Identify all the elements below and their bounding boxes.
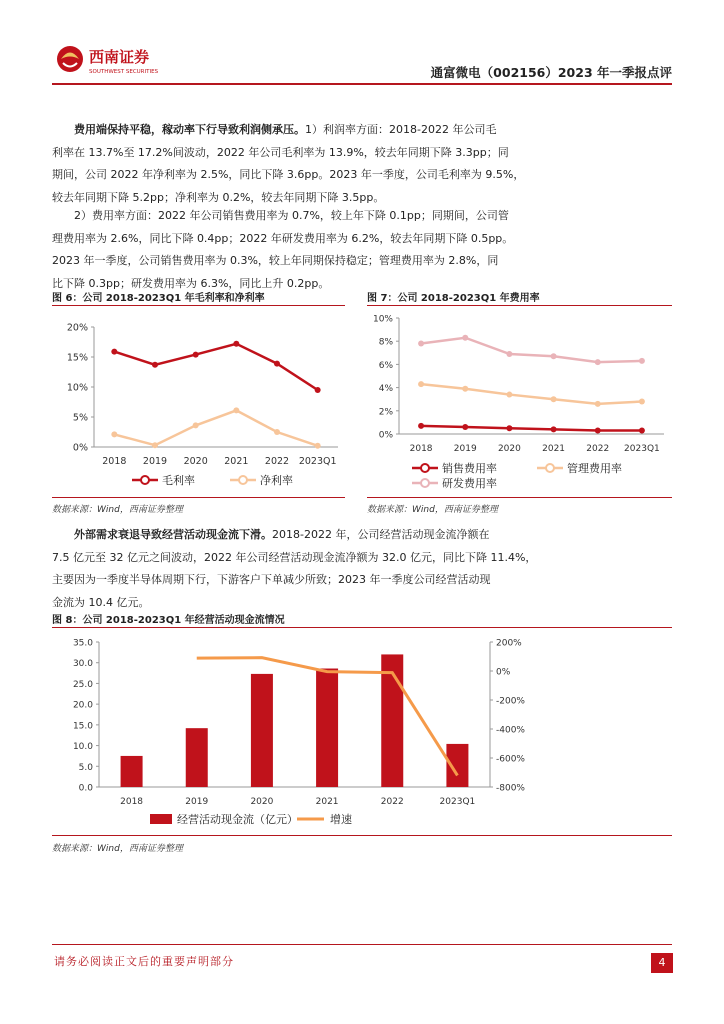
data-point [595, 359, 601, 365]
bar [186, 728, 208, 787]
legend-label: 销售费用率 [442, 462, 497, 475]
series-line-1 [421, 426, 642, 431]
fig6-title: 图 6：公司 2018-2023Q1 年毛利率和净利率 [52, 293, 265, 304]
y-tick-label: 4% [378, 384, 393, 395]
paragraph-profit: 费用端保持平稳，稼动率下行导致利润侧承压。1）利润率方面：2018-2022 年公司毛 利率在 13.7%至 17.2%间波动，2022 年公司毛利率为 13.9%，较去年同期下降 3.3pp；同 期间，公司 2022 年净利率为 2.5%，同比下降 3.6pp。2023 年一季度，公司毛利率为 9.5%， 较去年同期下降 5.2pp；净利率为 0.2%，较去年同期下降 3.5pp。 [52, 123, 525, 204]
x-tick-label: 2018 [120, 797, 144, 807]
fig6-source: 数据来源：Wind，西南证券整理 [52, 505, 183, 515]
left-tick-label: 5.0 [78, 762, 93, 773]
y-tick-label: 8% [378, 337, 393, 348]
fig8-divider [52, 627, 672, 628]
legend-label-line: 增速 [330, 813, 352, 826]
x-tick-label: 2021 [542, 444, 566, 454]
left-tick-label: 10.0 [72, 742, 93, 753]
left-tick-label: 20.0 [72, 700, 93, 711]
data-point [551, 353, 557, 359]
data-point [233, 341, 239, 347]
data-point [639, 399, 645, 405]
right-tick-label: 0% [496, 667, 511, 678]
data-point [551, 426, 557, 432]
y-tick-label: 10% [372, 314, 393, 325]
company-logo [55, 44, 195, 74]
x-tick-label: 2020 [183, 456, 208, 467]
legend-label: 研发费用率 [442, 477, 497, 490]
legend-marker [546, 464, 554, 472]
fig7-bottom-divider [367, 497, 672, 498]
y-tick-label: 10% [66, 382, 88, 394]
data-point [193, 422, 199, 428]
x-tick-label: 2019 [142, 456, 168, 467]
data-point [193, 352, 199, 358]
data-point [418, 423, 424, 429]
data-point [639, 358, 645, 364]
x-tick-label: 2019 [185, 797, 209, 807]
x-tick-label: 2023Q1 [624, 444, 660, 454]
y-tick-label: 0% [72, 442, 88, 454]
x-tick-label: 2020 [497, 444, 521, 454]
legend-marker [239, 476, 247, 484]
data-point [418, 381, 424, 387]
bar [121, 756, 143, 787]
legend-label: 管理费用率 [567, 462, 622, 475]
data-point [315, 387, 321, 393]
series-line-1 [114, 344, 317, 390]
legend-label: 净利率 [260, 474, 293, 487]
x-tick-label: 2018 [102, 456, 127, 467]
left-tick-label: 30.0 [72, 659, 93, 670]
legend-marker [421, 479, 429, 487]
header-divider [52, 83, 672, 85]
footer-divider [52, 944, 672, 945]
bar [316, 669, 338, 787]
data-point [152, 442, 158, 448]
legend-label-bar: 经营活动现金流（亿元） [177, 813, 298, 826]
x-tick-label: 2022 [380, 797, 404, 807]
data-point [111, 431, 117, 437]
fig6-bottom-divider [52, 497, 345, 498]
legend-marker [421, 464, 429, 472]
paragraph-lead: 外部需求衰退导致经营活动现金流下滑。 [74, 528, 272, 541]
data-point [462, 335, 468, 341]
right-tick-label: -200% [496, 696, 525, 707]
data-point [639, 428, 645, 434]
data-point [506, 351, 512, 357]
logo-en-text: SOUTHWEST SECURITIES [89, 69, 159, 75]
series-line-2 [114, 410, 317, 445]
data-point [462, 386, 468, 392]
data-point [111, 349, 117, 355]
x-tick-label: 2021 [224, 456, 249, 467]
fig7-source: 数据来源：Wind，西南证券整理 [367, 505, 498, 515]
fig6-divider [52, 305, 345, 306]
x-tick-label: 2022 [586, 444, 610, 454]
logo-cn-text: 西南证券 [89, 48, 150, 66]
y-tick-label: 6% [378, 360, 393, 371]
bar [251, 674, 273, 787]
data-point [274, 361, 280, 367]
x-tick-label: 2021 [315, 797, 339, 807]
data-point [595, 401, 601, 407]
page-number: 4 [651, 953, 673, 973]
left-tick-label: 25.0 [72, 679, 93, 690]
y-tick-label: 15% [66, 352, 88, 364]
series-line-3 [421, 338, 642, 362]
fig7-title: 图 7：公司 2018-2023Q1 年费用率 [367, 293, 540, 304]
fig6-chart [52, 310, 345, 490]
fig8-source: 数据来源：Wind，西南证券整理 [52, 844, 183, 854]
x-tick-label: 2022 [264, 456, 290, 467]
data-point [551, 396, 557, 402]
legend-marker [141, 476, 149, 484]
fig7-divider [367, 305, 672, 306]
right-tick-label: 200% [496, 638, 522, 649]
data-point [506, 425, 512, 431]
data-point [315, 443, 321, 449]
x-tick-label: 2019 [453, 444, 477, 454]
fig7-chart [367, 308, 672, 494]
y-tick-label: 5% [72, 412, 88, 424]
y-tick-label: 20% [66, 322, 88, 334]
fig8-chart [52, 630, 672, 835]
data-point [462, 424, 468, 430]
data-point [595, 428, 601, 434]
left-tick-label: 0.0 [78, 783, 93, 794]
right-tick-label: -800% [496, 783, 525, 794]
legend-swatch-bar [150, 814, 172, 824]
x-tick-label: 2023Q1 [439, 797, 476, 807]
legend-label: 毛利率 [162, 474, 195, 487]
x-tick-label: 2018 [409, 444, 433, 454]
paragraph-lead: 费用端保持平稳，稼动率下行导致利润侧承压。 [74, 123, 305, 136]
paragraph-expense: 2）费用率方面：2022 年公司销售费用率为 0.7%，较上年下降 0.1pp；同期间，公司管 理费用率为 2.6%，同比下降 0.4pp；2022 年研发费用率为 6.2%，较去年同期下降 0.5pp。 2023 年一季度，公司销售费用率为 0.3%，较上年同期保持稳定；管理费用率为 2.8%，同 比下降 0.3pp；研发费用率为 6.3%，同比上升 0.2pp。 [52, 209, 514, 290]
data-point [274, 429, 280, 435]
report-title: 通富微电（002156）2023 年一季报点评 [430, 65, 672, 80]
right-tick-label: -400% [496, 725, 525, 736]
left-tick-label: 35.0 [72, 638, 93, 649]
data-point [418, 341, 424, 347]
series-line-2 [421, 384, 642, 404]
y-tick-label: 0% [378, 430, 393, 441]
fig8-bottom-divider [52, 835, 672, 836]
right-tick-label: -600% [496, 754, 525, 765]
paragraph-cashflow: 外部需求衰退导致经营活动现金流下滑。2018-2022 年，公司经营活动现金流净额在 7.5 亿元至 32 亿元之间波动，2022 年公司经营活动现金流净额为 32.0 亿元，同比下降 11.4%， 主要因为一季度半导体周期下行，下游客户下单减少所致；2023 年一季度公司经营活动现 金流为 10.4 亿元。 [52, 528, 537, 609]
data-point [152, 362, 158, 368]
x-tick-label: 2023Q1 [298, 456, 337, 467]
data-point [506, 392, 512, 398]
x-tick-label: 2020 [250, 797, 274, 807]
data-point [233, 407, 239, 413]
left-tick-label: 15.0 [72, 721, 93, 732]
footer-disclaimer: 请务必阅读正文后的重要声明部分 [54, 955, 234, 968]
y-tick-label: 2% [378, 407, 393, 418]
fig8-title: 图 8：公司 2018-2023Q1 年经营活动现金流情况 [52, 615, 285, 626]
